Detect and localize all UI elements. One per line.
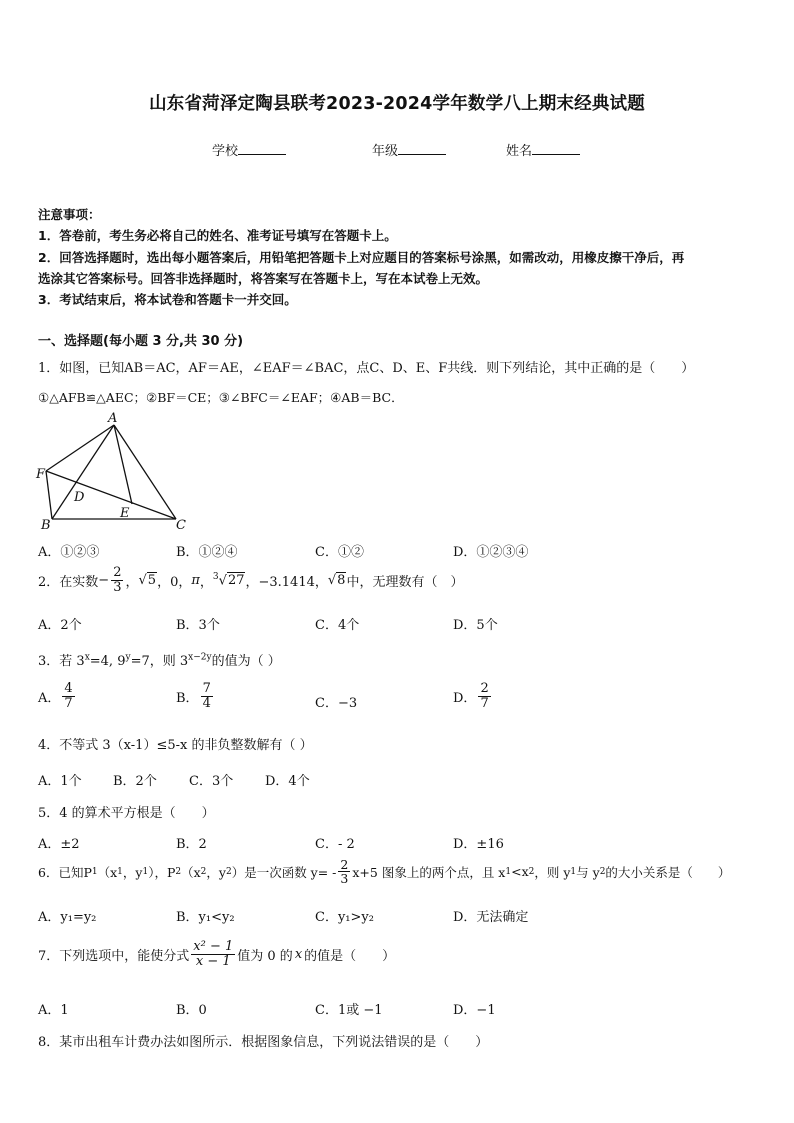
notice-item-3: 3．考试结束后，将本试卷和答题卡一并交回。 xyxy=(38,292,297,307)
q3-option-a: A． $\frac{4}{7}$ xyxy=(38,681,73,711)
label-e: E xyxy=(120,506,130,521)
label-c: C xyxy=(176,518,186,533)
q1-option-a: A．①②③ xyxy=(38,545,100,560)
q6-option-a: A．y₁=y₂ xyxy=(38,910,97,925)
q4-option-a: A．1个 xyxy=(38,774,82,789)
question-2-stem: 2．在实数 − $\frac{2}{3}$ ， √5 ，0， π ， $^3$√27 ，−3.1414， √8 中，无理数有（ ） xyxy=(38,565,464,595)
q2-option-c: C．4个 xyxy=(315,618,360,633)
q7-option-a: A．1 xyxy=(38,1003,69,1018)
grade-field: 年级 xyxy=(372,140,446,159)
q5-option-c: C．- 2 xyxy=(315,837,355,852)
name-field: 姓名 xyxy=(506,140,580,159)
q7-option-c: C．1或 −1 xyxy=(315,1003,383,1018)
question-7-stem: 7．下列选项中，能使分式 $\frac{\text{x² − 1}}{x - 1}$ 值为 0 的 x 的值是（ ） xyxy=(38,939,396,969)
q7-option-d: D．−1 xyxy=(453,1003,496,1018)
q3-option-d: D． $\frac{2}{7}$ xyxy=(453,681,489,711)
question-8-stem: 8．某市出租车计费办法如图所示．根据图象信息，下列说法错误的是（ ） xyxy=(38,1035,489,1050)
q3-option-b: B． $\frac{7}{4}$ xyxy=(176,681,211,711)
q6-option-d: D．无法确定 xyxy=(453,910,529,925)
q4-option-b: B．2个 xyxy=(113,774,157,789)
q3-option-c: C．−3 xyxy=(315,696,358,711)
question-6-stem: 6．已知P 1 （x 1 ，y 1 ），P 2 （x 2 ，y 2 ）是一次函数 y= - $\frac{2}{3}$ x+5 图象上的两个点，且 x 1 <x 2 ，则 y 1 与 y 2 的大小关系是（ ） xyxy=(38,857,731,887)
label-d: D xyxy=(74,490,85,505)
question-3-stem: 3．若 $3^x=4$, $9^y=7$，则 $3^{x-2y}$的值为（ ） xyxy=(38,652,281,669)
page-title: 山东省菏泽定陶县联考2023-2024学年数学八上期末经典试题 xyxy=(149,94,645,114)
q4-option-d: D．4个 xyxy=(265,774,310,789)
q6-option-c: C．y₁>y₂ xyxy=(315,910,374,925)
label-b: B xyxy=(41,518,51,533)
label-a: A xyxy=(108,411,118,426)
q6-option-b: B．y₁<y₂ xyxy=(176,910,235,925)
q1-option-c: C．①② xyxy=(315,545,364,560)
notice-item-1: 1．答卷前，考生务必将自己的姓名、准考证号填写在答题卡上。 xyxy=(38,228,397,243)
q2-option-d: D．5个 xyxy=(453,618,498,633)
q5-option-b: B．2 xyxy=(176,837,207,852)
q2-option-a: A．2个 xyxy=(38,618,82,633)
q1-option-b: B．①②④ xyxy=(176,545,238,560)
question-5-stem: 5．4 的算术平方根是（ ） xyxy=(38,806,215,821)
q7-option-b: B．0 xyxy=(176,1003,207,1018)
q5-option-d: D．±16 xyxy=(453,837,504,852)
question-1-stem: 1．如图，已知AB＝AC，AF＝AE，∠EAF＝∠BAC，点C、D、E、F共线．则下列结论，其中正确的是（ ） xyxy=(38,361,695,376)
question-1-conclusions: ①△AFB≌△AEC；②BF＝CE；③∠BFC＝∠EAF；④AB＝BC． xyxy=(38,390,404,405)
q5-option-a: A．±2 xyxy=(38,837,80,852)
label-f: F xyxy=(36,467,46,482)
school-field: 学校 xyxy=(212,140,286,159)
q1-option-d: D．①②③④ xyxy=(453,545,529,560)
notice-item-2b: 选涂其它答案标号。回答非选择题时，将答案写在答题卡上，写在本试卷上无效。 xyxy=(38,271,489,286)
q4-option-c: C．3个 xyxy=(189,774,234,789)
question-4-stem: 4．不等式 3（x-1）≤5-x 的非负整数解有（ ） xyxy=(38,738,313,753)
triangle-figure xyxy=(34,408,194,534)
section-heading: 一、选择题(每小题 3 分,共 30 分) xyxy=(38,334,244,349)
notice-heading: 注意事项： xyxy=(38,207,101,222)
q2-option-b: B．3个 xyxy=(176,618,220,633)
notice-item-2a: 2．回答选择题时，选出每小题答案后，用铅笔把答题卡上对应题目的答案标号涂黑，如需改动，用橡皮擦干净后，再 xyxy=(38,250,685,265)
